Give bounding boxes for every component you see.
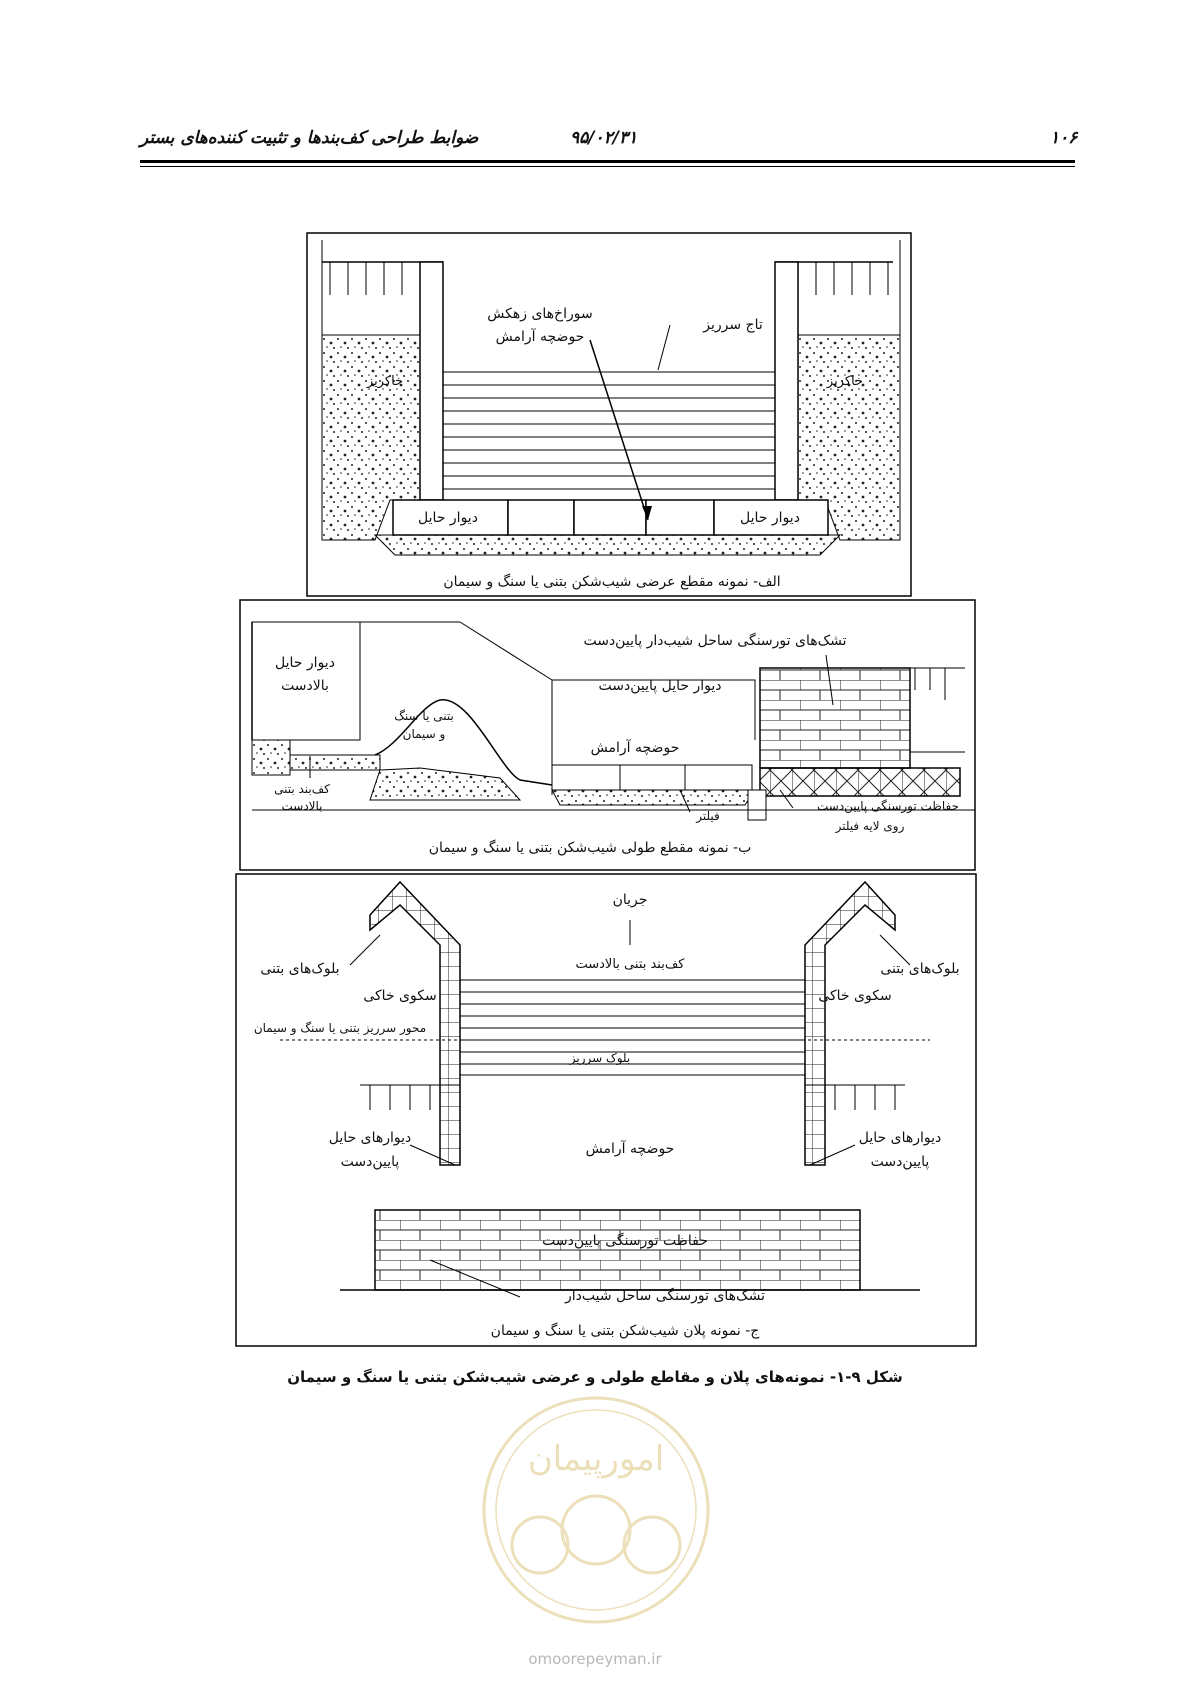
panel-b-label-filter: فیلتر [696,809,720,823]
page-number: ۱۰۶ [1050,128,1078,148]
panel-c-label-protect: حفاظت تورسنگی پایین‌دست [542,1233,708,1249]
panel-b-label-riprap-slope: تشک‌های تورسنگی ساحل شیب‌دار پایین‌دست [583,633,847,649]
panel-a-label-holes2: حوضچه آرامش [495,329,585,345]
panel-a-label-wall-left: دیوار حایل [418,510,478,526]
panel-b-label-up-wall2: بالادست [281,678,329,694]
panel-c-label-apron: کف‌بند بتنی بالادست [575,957,685,972]
panel-c-label-mattress: تشک‌های تورسنگی ساحل شیب‌دار [565,1288,765,1304]
panel-a-label-crest: تاج سرریز [703,317,763,333]
panel-c-caption: ج- نمونه پلان شیب‌شکن بتنی یا سنگ و سیمان [490,1323,760,1339]
panel-a-cross-section [307,233,911,596]
panel-b-label-protect2: روی لایه فیلتر [835,819,905,833]
panel-c-label-walls-left1: دیوارهای حایل [328,1130,412,1146]
panel-c-label-walls-right1: دیوارهای حایل [858,1130,942,1146]
panel-c-label-flow: جریان [612,892,648,908]
panel-c-plan [236,874,976,1346]
panel-c-label-berm-right: سکوی خاکی [818,988,892,1004]
panel-c-label-blocks-left: بلوک‌های بتنی [260,961,340,977]
weir-crest-lines [443,372,775,489]
header-date: ۹۵/۰۲/۳۱ [570,128,638,148]
panel-c-label-walls-right2: پایین‌دست [870,1154,930,1170]
panel-b-label-concrete2: و سیمان [402,727,446,741]
watermark-text: امورپیمان [527,1439,665,1479]
panel-b-longitudinal-section [240,600,975,870]
panel-b-label-down-wall: دیوار حایل پایین‌دست [598,678,722,694]
panel-c-label-weir-block: بلوک سرریز [569,1051,631,1065]
panel-a-label-holes: سوراخ‌های زهکش [487,306,593,322]
weir-plan-lines [460,980,805,1075]
panel-a-label-soil-left: خاکریز [366,374,404,389]
panel-a-label-wall-right: دیوار حایل [740,510,800,526]
watermark-seal [484,1398,708,1622]
panel-b-label-basin: حوضچه آرامش [590,740,680,756]
watermark-url: omoorepeyman.ir [528,1650,662,1668]
panel-a-label-soil-right: خاکریز [826,374,864,389]
panel-c-label-berm-left: سکوی خاکی [363,988,437,1004]
panel-b-label-apron2: بالادست [281,799,323,813]
panel-a-caption: الف- نمونه مقطع عرضی شیب‌شکن بتنی یا سنگ و سیمان [443,574,781,590]
panel-c-label-walls-left2: پایین‌دست [340,1154,400,1170]
panel-c-label-blocks-right: بلوک‌های بتنی [880,961,960,977]
figure-caption: شکل ۹-۱- نمونه‌های پلان و مقاطع طولی و عرضی شیب‌شکن بتنی یا سنگ و سیمان [287,1368,903,1386]
panel-b-label-up-wall1: دیوار حایل [275,655,335,671]
panel-b-caption: ب- نمونه مقطع طولی شیب‌شکن بتنی یا سنگ و سیمان [428,840,752,856]
panel-b-label-protect1: حفاظت تورسنگی پایین‌دست [816,799,960,813]
panel-b-label-apron1: کف‌بند بتنی [274,782,330,796]
header-title: ضوابط طراحی کف‌بندها و تثبیت کننده‌های بستر [140,128,479,148]
panel-b-label-concrete1: بتنی یا سنگ [394,709,454,723]
panel-c-label-basin: حوضچه آرامش [585,1141,675,1157]
panel-c-label-axis: محور سرریز بتنی یا سنگ و سیمان [253,1021,427,1035]
